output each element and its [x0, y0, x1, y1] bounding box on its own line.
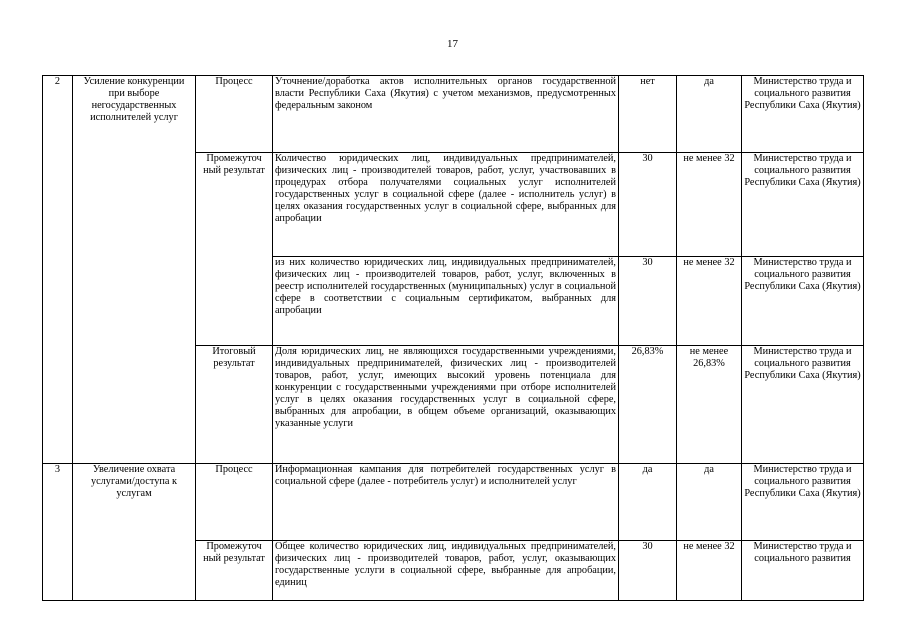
target-value-cell: не менее 32: [677, 541, 742, 601]
target-value-cell: да: [677, 464, 742, 541]
target-value-cell: не менее 32: [677, 257, 742, 346]
description-cell: Уточнение/доработка актов исполнительных органов государственной власти Республики Саха (Якутия) с учетом механизмов, предусмотренных федеральным законом: [273, 76, 619, 153]
description-cell: Информационная кампания для потребителей государственных услуг в социальной сфере (далее - потребитель услуг) и исполнителей услуг: [273, 464, 619, 541]
base-value-cell: 30: [619, 257, 677, 346]
table-row: [43, 464, 864, 541]
stage-cell: Процесс: [196, 464, 273, 541]
table-bottom-border: [42, 600, 863, 601]
measure-name-cell: Усиление конкуренции при выборе негосударственных исполнителей услуг: [73, 76, 196, 464]
responsible-org-cell: Министерство труда и социального развития Республики Саха (Якутия): [742, 76, 864, 153]
row-number-cell: 3: [43, 464, 73, 601]
base-value-cell: 30: [619, 541, 677, 601]
table-row: [43, 76, 864, 153]
measure-name-cell: Увеличение охвата услугами/доступа к услугам: [73, 464, 196, 601]
base-value-cell: нет: [619, 76, 677, 153]
measures-table: [42, 75, 864, 601]
description-cell: Количество юридических лиц, индивидуальных предпринимателей, физических лиц - производителей товаров, работ, услуг, участвовавших в процедурах отбора получателями социальных услуг исполнителей государственных услуг в социальной сфере (далее - исполнитель услуг) в целях оказания государственных услуг в социальной сфере, выбранных для апробации: [273, 153, 619, 257]
target-value-cell: не менее 32: [677, 153, 742, 257]
base-value-cell: 26,83%: [619, 346, 677, 464]
stage-cell: Промежуточ ный результат: [196, 541, 273, 601]
stage-cell: Процесс: [196, 76, 273, 153]
stage-cell: Промежуточ ный результат: [196, 153, 273, 346]
target-value-cell: не менее 26,83%: [677, 346, 742, 464]
base-value-cell: 30: [619, 153, 677, 257]
responsible-org-cell: Министерство труда и социального развития Республики Саха (Якутия): [742, 346, 864, 464]
description-cell: из них количество юридических лиц, индивидуальных предпринимателей, физических лиц - производителей товаров, работ, услуг, включенных в реестр исполнителей государственных (муниципальных) услуг в социальной сфере в соответствии с социальным сертификатом, выбранных для апробации: [273, 257, 619, 346]
page-number: 17: [447, 38, 458, 50]
row-number-cell: 2: [43, 76, 73, 464]
target-value-cell: да: [677, 76, 742, 153]
description-cell: Доля юридических лиц, не являющихся государственными учреждениями, индивидуальных предпринимателей, физических лиц - производителей товаров, работ, услуг, имеющих высокий уровень потенциала для конкуренции с государственными учреждениями при отборе исполнителей услуг в целях оказания государственных услуг в социальной сфере, выбранных для апробации, в общем объеме организаций, оказывающих указанные услуги: [273, 346, 619, 464]
responsible-org-cell: Министерство труда и социального развития Республики Саха (Якутия): [742, 464, 864, 541]
responsible-org-cell: Министерство труда и социального развития Республики Саха (Якутия): [742, 257, 864, 346]
responsible-org-cell: Министерство труда и социального развития: [742, 541, 864, 601]
description-cell: Общее количество юридических лиц, индивидуальных предпринимателей, физических лиц - производителей товаров, работ, услуг, оказывающих государственные услуги в социальной сфере, выбранные для апробации, единиц: [273, 541, 619, 601]
base-value-cell: да: [619, 464, 677, 541]
responsible-org-cell: Министерство труда и социального развития Республики Саха (Якутия): [742, 153, 864, 257]
stage-cell: Итоговый результат: [196, 346, 273, 464]
